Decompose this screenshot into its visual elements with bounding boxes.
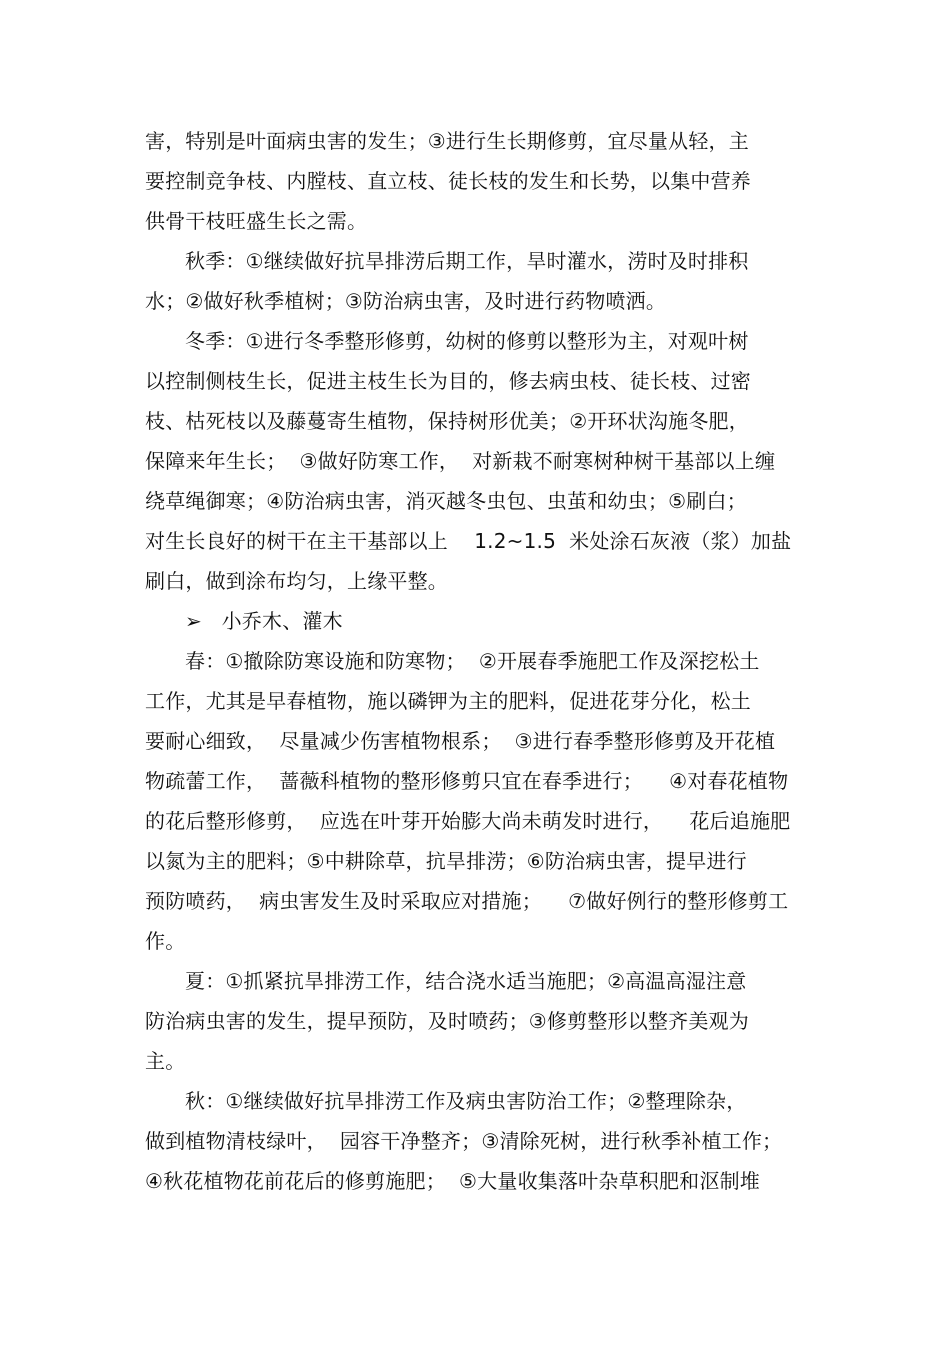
paragraph-line: 的花后整形修剪， 应选在叶芽开始膨大尚未萌发时进行， 花后追施肥 (145, 809, 791, 833)
paragraph-line: 作。 (145, 929, 186, 953)
paragraph-line: 防治病虫害的发生，提早预防，及时喷药；③修剪整形以整齐美观为 (145, 1009, 749, 1033)
paragraph-line: 夏：①抓紧抗旱排涝工作，结合浇水适当施肥；②高温高湿注意 (185, 969, 747, 993)
paragraph-line: 做到植物清枝绿叶， 园容干净整齐；③清除死树，进行秋季补植工作； (145, 1129, 783, 1153)
paragraph-line: 绕草绳御寒；④防治病虫害，消灭越冬虫包、虫茧和幼虫；⑤刷白； (145, 489, 747, 513)
paragraph-line: 水；②做好秋季植树；③防治病虫害，及时进行药物喷洒。 (145, 289, 667, 313)
paragraph-line: ④秋花植物花前花后的修剪施肥； ⑤大量收集落叶杂草积肥和沤制堆 (145, 1169, 760, 1193)
paragraph-line: 以控制侧枝生长，促进主枝生长为目的，修去病虫枝、徒长枝、过密 (145, 369, 751, 393)
paragraph-line: 保障来年生长； ③做好防寒工作， 对新栽不耐寒树种树干基部以上缠 (145, 449, 776, 473)
paragraph-line: 预防喷药， 病虫害发生及时采取应对措施； ⑦做好例行的整形修剪工 (145, 889, 789, 913)
paragraph-line: 害，特别是叶面病虫害的发生；③进行生长期修剪，宜尽量从轻，主 (145, 129, 749, 153)
paragraph-line: 秋：①继续做好抗旱排涝工作及病虫害防治工作；②整理除杂， (185, 1089, 747, 1113)
section-heading: ➢ 小乔木、灌木 (185, 609, 343, 633)
paragraph-line: 秋季：①继续做好抗旱排涝后期工作，旱时灌水，涝时及时排积 (185, 249, 749, 273)
paragraph-line: 刷白，做到涂布均匀，上缘平整。 (145, 569, 448, 593)
paragraph-line: 冬季：①进行冬季整形修剪，幼树的修剪以整形为主，对观叶树 (185, 329, 749, 353)
paragraph-line: 主。 (145, 1049, 186, 1073)
paragraph-line: 要控制竞争枝、内膛枝、直立枝、徒长枝的发生和长势，以集中营养 (145, 169, 751, 193)
paragraph-line: 工作，尤其是早春植物，施以磷钾为主的肥料，促进花芽分化，松土 (145, 689, 751, 713)
paragraph-line: 对生长良好的树干在主干基部以上 1.2~1.5 米处涂石灰液（浆）加盐 (145, 529, 792, 553)
paragraph-line: 供骨干枝旺盛生长之需。 (145, 209, 368, 233)
paragraph-line: 枝、枯死枝以及藤蔓寄生植物，保持树形优美；②开环状沟施冬肥， (145, 409, 749, 433)
paragraph-line: 以氮为主的肥料；⑤中耕除草，抗旱排涝；⑥防治病虫害，提早进行 (145, 849, 747, 873)
paragraph-line: 要耐心细致， 尽量减少伤害植物根系； ③进行春季整形修剪及开花植 (145, 729, 776, 753)
paragraph-line: 物疏蕾工作， 蔷薇科植物的整形修剪只宜在春季进行； ④对春花植物 (145, 769, 789, 793)
paragraph-line: 春：①撤除防寒设施和防寒物； ②开展春季施肥工作及深挖松土 (185, 649, 760, 673)
